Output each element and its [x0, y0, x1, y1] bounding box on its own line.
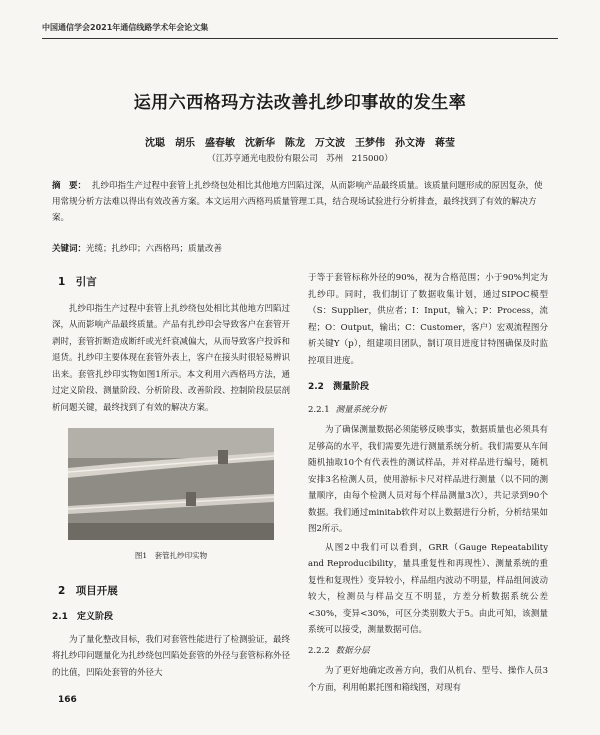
subsection-heading-define: 2.1 定义阶段: [52, 612, 113, 622]
define-paragraph-continued: 于等于套管标称外径的90%，视为合格范围；小于90%判定为扎纱印。同时，我们制订了数据收集计划，通过SIPOC模型（S：Supplier，供应者；I：Input，输入；P：Process，流程；O：Output，输出；C：Customer，客户）宏观流程图分析关键Y（p），组建项目团队，制订项目进度甘特图确保及时监控项目进度。: [308, 273, 548, 366]
right-column: [308, 270, 548, 698]
figure-1-caption: 图1 套管扎纱印实物: [134, 551, 208, 560]
stratify-paragraph: 为了更好地确定改善方向，我们从机台、型号、操作人员3个方面，利用帕累托图和箱线图，对现有: [308, 666, 548, 693]
sleeve-photo-illustration: [68, 428, 274, 540]
section-heading-project: 2 项目开展: [58, 584, 118, 597]
msa-paragraph: 为了确保测量数据必须能够反映事实，数据质量也必须具有足够高的水平，我们需要先进行测量系统分析。我们需要从车间随机抽取10个有代表性的测试样品，并对样品进行编号，随机安排3名检测人员，使用游标卡尺对样品进行测量（以不同的测量顺序，由每个检测人员对每个样品测量3次），共记录到90个数据。我们通过minitab软件对以上数据进行分析，分析结果如图2所示。: [308, 425, 548, 534]
left-column: [52, 270, 290, 683]
subsubsection-heading-stratify: [308, 643, 548, 660]
subsubsection-number: 2.2.1: [308, 404, 330, 415]
grr-paragraph: 从图2中我们可以看到，GRR（Gauge Repeatability and Reproducibility，量具重复性和再现性）、测量系统的重复性和复现性）变异较小，样品组内波动不明显，样品组间波动较大，检测员与样品交互不明显，方差分析数据系统公差<30%，变异<30%，可区分类别数大于5。由此可知，该测量系统可以接受，测量数据可信。: [308, 542, 548, 635]
abstract-text: 扎纱印指生产过程中套管上扎纱绕包处相比其他地方凹陷过深，从而影响产品最终质量。该质量问题形成的原因复杂，使用常规分析方法难以得出有效改善方案。本文运用六西格玛质量管理工具，结合现场试验进行分析排查，最终找到了有效的解决方案。: [52, 181, 543, 223]
affiliation: （江苏亨通光电股份有限公司 苏州 215000）: [207, 154, 393, 164]
subsubsection-title: 测量系统分析: [335, 404, 387, 415]
define-paragraph: 为了量化整改目标，我们对套管性能进行了检测验证，最终将扎纱印问题量化为扎纱绕包凹陷处套管的外径与套管标称外径的比值，凹陷处套管的外径大: [52, 634, 291, 678]
running-header: 中国通信学会2021年通信线路学术年会论文集: [42, 22, 558, 39]
authors: 沈聪 胡乐 盛春敏 沈新华 陈龙 万文波 王梦伟 孙文涛 蒋莹: [145, 138, 455, 149]
subsubsection-title: 数据分层: [335, 645, 370, 656]
abstract-label: 摘 要：: [52, 181, 87, 191]
abstract: [52, 178, 548, 226]
figure-1-photo: [68, 428, 274, 540]
subsubsection-number: 2.2.2: [308, 645, 330, 656]
paper-title: 运用六西格玛方法改善扎纱印事故的发生率: [133, 93, 467, 113]
intro-paragraph: 扎纱印指生产过程中套管上扎纱绕包处相比其他地方凹陷过深，从而影响产品最终质量。产品有扎纱印会导致客户在套管开剥时，套管折断造成断纤或光纤衰减偏大，从而导致客户投诉和退货。扎纱印主要体现在套管外表上，客户在接头时很轻易辨识出来。套管扎纱印实物如图1所示。本文利用六西格玛方法，通过定义阶段、测量阶段、分析阶段、改善阶段、控制阶段层层剖析问题关键，最终找到了有效的解决方案。: [52, 303, 291, 413]
keywords-text: 光缆；扎纱印；六西格玛；质量改善: [86, 244, 223, 254]
keywords: [52, 242, 548, 254]
keywords-label: 关键词：: [52, 244, 87, 254]
section-heading-intro: 1 引言: [58, 276, 97, 288]
page-number: 166: [58, 695, 77, 705]
subsection-heading-measure: 2.2 测量阶段: [308, 382, 369, 392]
subsubsection-heading-msa: [308, 402, 548, 419]
